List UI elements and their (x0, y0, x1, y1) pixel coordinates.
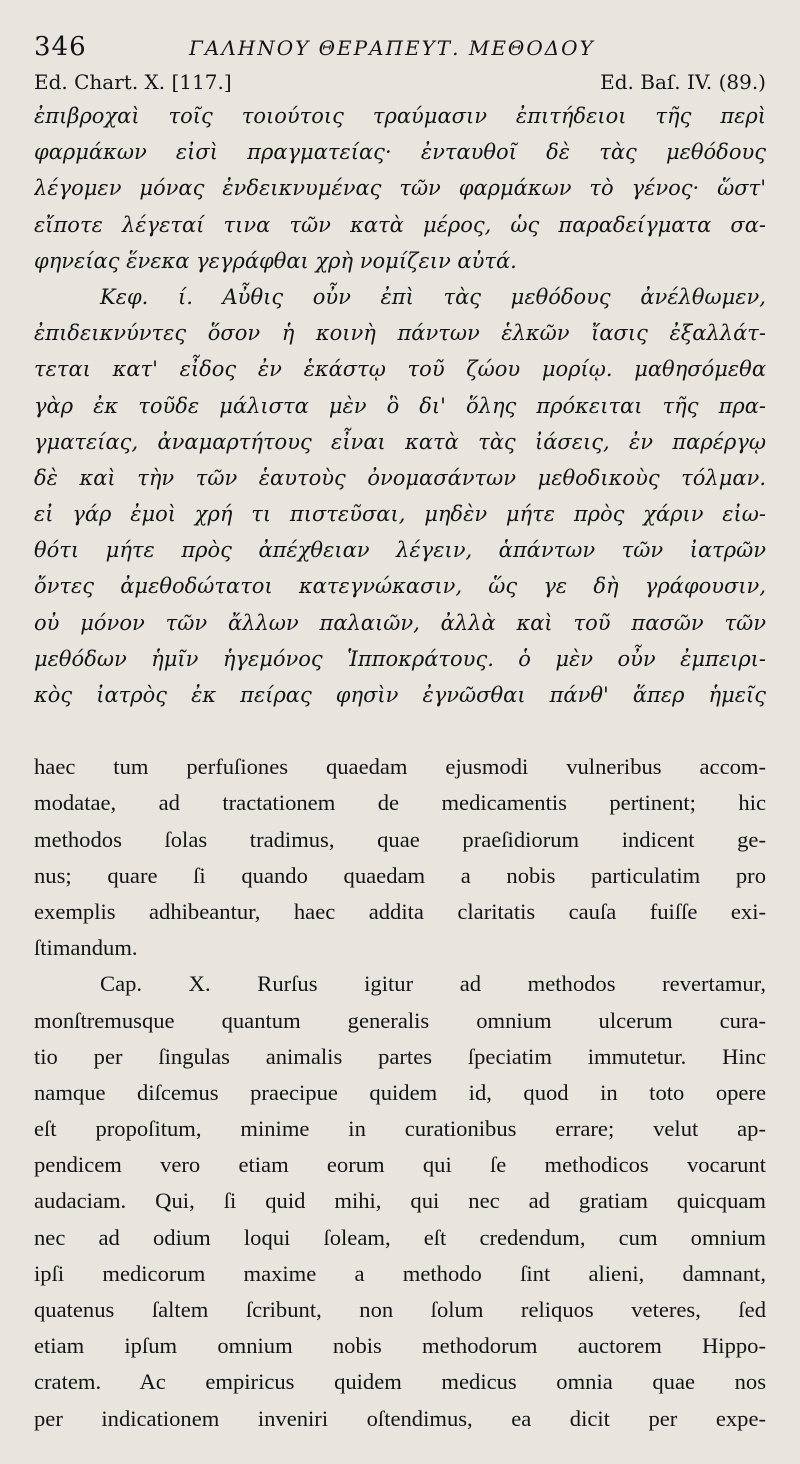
greek-line: τεται κατ' εἶδος ἐν ἑκάστῳ τοῦ ζώου μορίῳ. μαθησόμεθα (34, 357, 766, 382)
latin-line: ipſi medicorum maxime a methodo ſint alieni, damnant, (34, 1260, 766, 1286)
greek-line: εἴποτε λέγεταί τινα τῶν κατὰ μέρος, ὡς παραδείγματα σα- (34, 212, 766, 237)
latin-line: exemplis adhibeantur, haec addita claritatis cauſa fuiſſe exi- (34, 898, 766, 924)
latin-line: nec ad odium loqui ſoleam, eſt credendum, cum omnium (34, 1224, 766, 1250)
edition-basel-reference: Ed. Baſ. IV. (89.) (600, 70, 766, 94)
latin-line: cratem. Ac empiricus quidem medicus omnia quae nos (34, 1369, 766, 1395)
edition-reference-line (34, 66, 766, 96)
greek-line: κὸς ἰατρὸς ἐκ πείρας φησὶν ἐγνῶσθαι πάνθ' ἅπερ ἡμεῖς (34, 683, 766, 707)
greek-line: εἰ γάρ ἐμοὶ χρή τι πιστεῦσαι, μηδὲν μήτε πρὸς χάριν εἰω- (34, 502, 766, 527)
greek-line: φαρμάκων εἰσὶ πραγματείας· ἐνταυθοῖ δὲ τὰς μεθόδους (34, 140, 766, 165)
latin-line: ſtimandum. (34, 935, 138, 961)
latin-line: methodos ſolas tradimus, quae praeſidiorum indicent ge- (34, 826, 766, 852)
latin-line: modatae, ad tractationem de medicamentis pertinent; hic (34, 790, 766, 816)
greek-line: οὐ μόνον τῶν ἄλλων παλαιῶν, ἀλλὰ καὶ τοῦ πασῶν τῶν (34, 610, 766, 635)
greek-line: δὲ καὶ τὴν τῶν ἑαυτοὺς ὀνομασάντων μεθοδικοὺς τόλμαν. (34, 465, 766, 490)
latin-line: eſt propoſitum, minime in curationibus errare; velut ap- (34, 1116, 766, 1142)
running-title: ΓΑΛΗΝΟΥ ΘΕΡΑΠΕΥΤ. ΜΕΘΟΔΟΥ (189, 36, 595, 60)
latin-chapter-start-line: Cap. X. Rurſus igitur ad methodos revertamur, (100, 971, 766, 997)
greek-line: ἐπιδεικνύντες ὅσον ἡ κοινὴ πάντων ἑλκῶν ἴασις ἐξαλλάτ- (34, 321, 766, 346)
page-number: 346 (34, 32, 87, 62)
latin-line: pendicem vero etiam eorum qui ſe methodicos vocarunt (34, 1152, 766, 1178)
greek-line: φηνείας ἕνεκα γεγράφθαι χρὴ νομίζειν αὐτά. (34, 248, 517, 273)
greek-text-block (34, 98, 766, 713)
page-header (34, 26, 766, 66)
greek-line: θότι μήτε πρὸς ἀπέχθειαν λέγειν, ἁπάντων τῶν ἰατρῶν (34, 538, 766, 563)
latin-line: etiam ipſum omnium nobis methodorum auctorem Hippo- (34, 1333, 766, 1359)
latin-line: per indicationem inveniri oſtendimus, ea dicit per expe- (34, 1405, 766, 1431)
latin-line: quatenus ſaltem ſcribunt, non ſolum reliquos veteres, ſed (34, 1297, 766, 1322)
greek-line: λέγομεν μόνας ἐνδεικνυμένας τῶν φαρμάκων τὸ γένος· ὥστ' (34, 176, 766, 201)
greek-chapter-start-line: Κεφ. ί. Αὖθις οὖν ἐπὶ τὰς μεθόδους ἀνέλθωμεν, (100, 284, 766, 309)
latin-line: namque diſcemus praecipue quidem id, quod in toto opere (34, 1079, 766, 1105)
latin-line: monſtremusque quantum generalis omnium ulcerum cura- (34, 1007, 766, 1033)
greek-line: ἐπιβροχαὶ τοῖς τοιούτοις τραύμασιν ἐπιτήδειοι τῆς περὶ (34, 104, 766, 128)
greek-line: ὄντες ἀμεθοδώτατοι κατεγνώκασιν, ὥς γε δὴ γράφουσιν, (34, 574, 766, 599)
latin-line: tio per ſingulas animalis partes ſpeciatim immutetur. Hinc (34, 1043, 766, 1069)
latin-text-block (34, 749, 766, 1437)
latin-line: nus; quare ſi quando quaedam a nobis particulatim pro (34, 862, 766, 888)
latin-line: audaciam. Qui, ſi quid mihi, qui nec ad gratiam quicquam (34, 1188, 766, 1214)
edition-chartier-reference: Ed. Chart. X. [117.] (34, 70, 232, 94)
greek-line: γματείας, ἀναμαρτήτους εἶναι κατὰ τὰς ἰάσεις, ἐν παρέργῳ (34, 429, 766, 454)
greek-line: μεθόδων ἡμῖν ἡγεμόνος Ἱπποκράτους. ὁ μὲν οὖν ἐμπειρι- (34, 646, 766, 671)
latin-line: haec tum perfuſiones quaedam ejusmodi vulneribus accom- (34, 754, 766, 780)
greek-line: γὰρ ἐκ τοῦδε μάλιστα μὲν ὃ δι' ὅλης πρόκειται τῆς πρα- (34, 393, 766, 418)
